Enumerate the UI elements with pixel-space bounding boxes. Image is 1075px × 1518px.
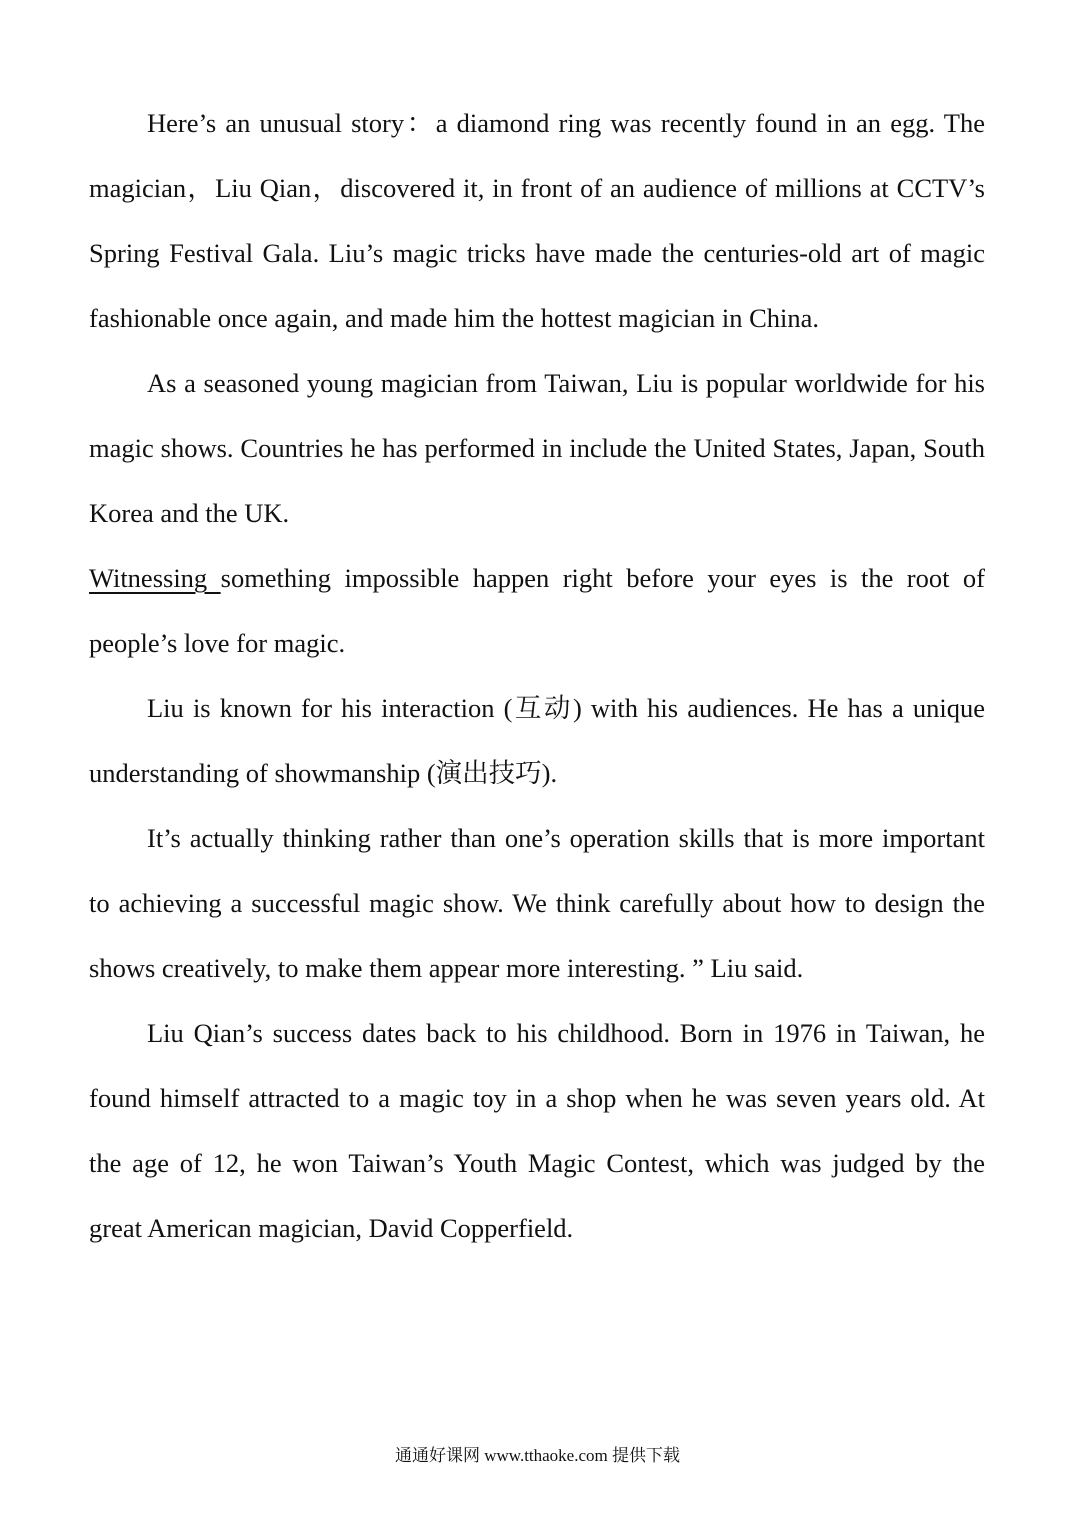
paragraph-background <box>89 351 985 546</box>
paragraph-background-text: As a seasoned young magician from Taiwan, Liu is popular worldwide for his magic shows. Countries he has performed in include the United States, Japan, South Korea and the UK. <box>89 368 985 528</box>
paragraph-childhood <box>89 1001 985 1261</box>
paragraph-intro-text: Here’s an unusual story：a diamond ring was recently found in an egg. The magician，Liu Qian，discovered it, in front of an audience of millions at CCTV’s Spring Festival Gala. Liu’s magic tricks have made the centuries-old art of magic fashionable once again, and made him the hottest magician in China. <box>89 108 985 333</box>
paragraph-witnessing-text: something impossible happen right before your eyes is the root of people’s love for magic. <box>89 563 985 658</box>
paragraph-interaction-text: Liu is known for his interaction (互动) with his audiences. He has a unique understanding of showmanship (演出技巧). <box>89 693 985 788</box>
page-footer <box>0 1443 1075 1469</box>
paragraph-intro <box>89 91 985 351</box>
paragraph-interaction <box>89 676 985 806</box>
underlined-word: Witnessing <box>89 563 221 593</box>
paragraph-thinking <box>89 806 985 1001</box>
paragraph-witnessing <box>89 546 985 676</box>
article-body <box>89 91 985 1261</box>
paragraph-childhood-text: Liu Qian’s success dates back to his childhood. Born in 1976 in Taiwan, he found himself attracted to a magic toy in a shop when he was seven years old. At the age of 12, he won Taiwan’s Youth Magic Contest, which was judged by the great American magician, David Copperfield. <box>89 1018 985 1243</box>
footer-text: 通通好课网 www.tthaoke.com 提供下载 <box>394 1446 681 1465</box>
paragraph-thinking-text: It’s actually thinking rather than one’s operation skills that is more important to achieving a successful magic show. We think carefully about how to design the shows creatively, to make them appear more interesting. ” Liu said. <box>89 823 985 983</box>
